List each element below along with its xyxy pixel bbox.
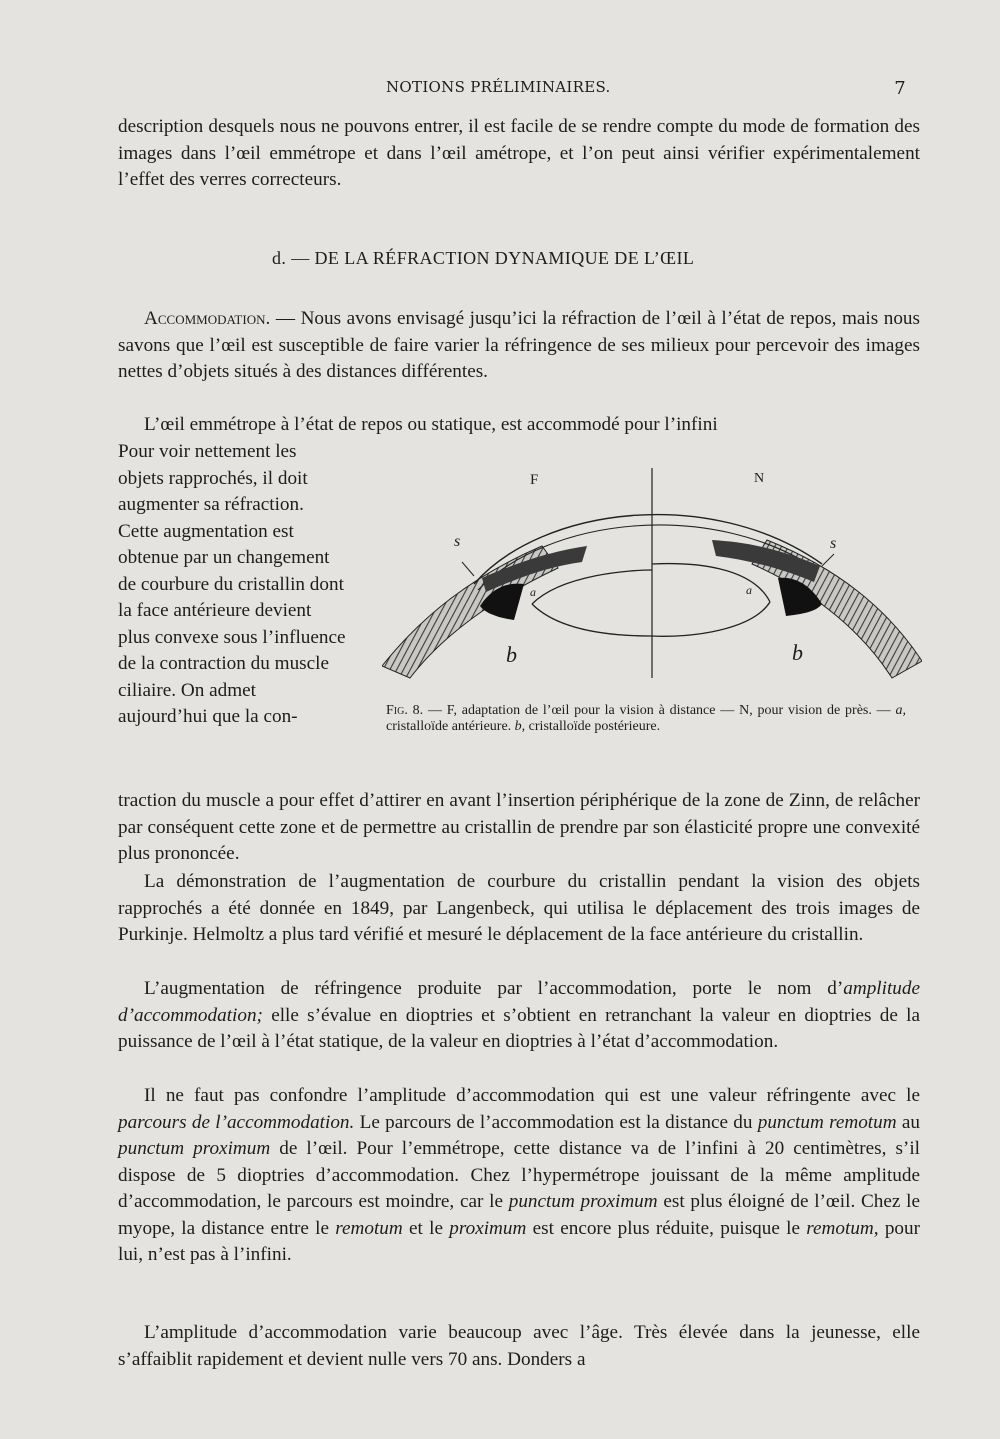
eye-accommodation-figure: [382, 466, 922, 681]
paragraph-parcours: [118, 1083, 920, 1269]
paragraph-intro: description desquels nous ne pouvons entrer, il est facile de se rendre compte du mode de formation des images dans l’œil emmétrope et dans l’œil amétrope, et l’on peut ainsi vérifier expérimentalement l’effet des verres correcteurs.: [118, 116, 920, 190]
figure-caption: [386, 703, 906, 735]
figure-label-s-left: s: [454, 533, 461, 550]
caption-b: b,: [514, 719, 526, 734]
parcours-t3: au: [896, 1111, 920, 1133]
paragraph-demonstration: La démonstration de l’augmentation de courbure du cristallin pendant la vision des objets rapprochés a été donnée en 1849, par Langenbeck, qui utilisa le déplacement des trois images de Purkinje. Helmoltz a plus tard vérifié et mesuré le déplacement de la face antérieure du cristallin.: [118, 871, 920, 945]
parcours-i7: remotum,: [806, 1217, 879, 1239]
accommodation-lead: Accommodation.: [144, 308, 271, 329]
figure-label-b-left: b: [506, 642, 517, 667]
amplitude-italic: amplitude d’accommodation;: [118, 978, 920, 1026]
paragraph-emmetrope-line: L’œil emmétrope à l’état de repos ou statique, est accommodé pour l’infini: [144, 414, 718, 435]
parcours-t2: Le parcours de l’accommodation est la distance du: [354, 1111, 758, 1133]
figure-label-s-right: s: [830, 535, 837, 552]
parcours-t1: Il ne faut pas confondre l’amplitude d’accommodation qui est une valeur réfringente avec le: [144, 1085, 920, 1106]
parcours-i3: punctum proximum: [118, 1138, 271, 1159]
parcours-t5: est plus éloigné de l’œil. Chez le myope, la distance entre le: [118, 1191, 920, 1239]
page-number: 7: [894, 78, 906, 99]
caption-text3: cristalloïde postérieure.: [525, 719, 661, 734]
accommodation-text: — Nous avons envisagé jusqu’ici la réfraction de l’œil à l’état de repos, mais nous savons que l’œil est susceptible de faire varier la réfringence de ses milieux pour percevoir des images nettes d’objets situés à des distances différentes.: [118, 308, 920, 382]
caption-text: — F, adaptation de l’œil pour la vision à distance — N, pour vision de près. —: [423, 703, 896, 718]
running-title: NOTIONS PRÉLIMINAIRES.: [386, 78, 611, 96]
parcours-i4: punctum proximum: [508, 1191, 658, 1212]
figure-label-a-left: a: [530, 585, 536, 599]
amplitude-text-2: elle s’évalue en dioptries et s’obtient en retranchant la valeur en dioptries de la puissance de l’œil à l’état statique, de la valeur en dioptries à l’état d’accommodation.: [118, 1004, 920, 1052]
paragraph-accommodation: [118, 306, 920, 386]
figure-label-b-right: b: [792, 640, 803, 665]
paragraph-narrow-column: Pour voir nettement les objets rapprochés, il doit augmenter sa réfraction. Cette augmentation est obtenue par un changement de courbure du cristallin dont la face antérieure devient plus convexe sous l’influence de la contraction du muscle ciliaire. On admet aujourd’hui que la con-: [118, 441, 346, 727]
parcours-t6: et le: [402, 1217, 450, 1239]
paragraph-age: L’amplitude d’accommodation varie beaucoup avec l’âge. Très élevée dans la jeunesse, elle s’affaiblit rapidement et devient nulle vers 70 ans. Donders a: [118, 1322, 920, 1370]
parcours-i2: punctum remotum: [757, 1111, 897, 1133]
eye-diagram: [382, 466, 922, 681]
paragraph-continuation: traction du muscle a pour effet d’attirer en avant l’insertion périphérique de la zone de Zinn, de relâcher par conséquent cette zone et de permettre au cristallin de prendre par son élasticité propre une convexité plus prononcée.: [118, 790, 920, 864]
caption-fig-label: Fig. 8.: [386, 703, 424, 718]
paragraph-amplitude: [118, 976, 920, 1056]
figure-label-N: N: [754, 471, 765, 486]
caption-a: a,: [895, 703, 906, 718]
caption-text2: cristalloïde antérieure.: [386, 719, 515, 734]
figure-label-F: F: [530, 472, 539, 488]
parcours-i5: remotum: [335, 1217, 403, 1239]
section-heading: d. — DE LA RÉFRACTION DYNAMIQUE DE L’ŒIL: [272, 248, 695, 268]
parcours-t4: de l’œil. Pour l’emmétrope, cette distance va de l’infini à 20 centimètres, s’il dispose de 5 dioptries d’accommodation. Chez l’hypermétrope jouissant de la même amplitude d’accommodation, le parcours est moindre, car le: [118, 1138, 920, 1212]
figure-label-a-right: a: [746, 583, 752, 597]
amplitude-text-1: L’augmentation de réfringence produite par l’accommodation, porte le nom d’: [144, 978, 844, 999]
parcours-i1: parcours de l’accommodation.: [118, 1111, 355, 1133]
parcours-i6: proximum: [449, 1217, 527, 1239]
parcours-t7: est encore plus réduite, puisque le: [526, 1217, 807, 1239]
page-header: [118, 78, 906, 102]
parcours-t8: pour lui, n’est pas à l’infini.: [118, 1217, 921, 1265]
